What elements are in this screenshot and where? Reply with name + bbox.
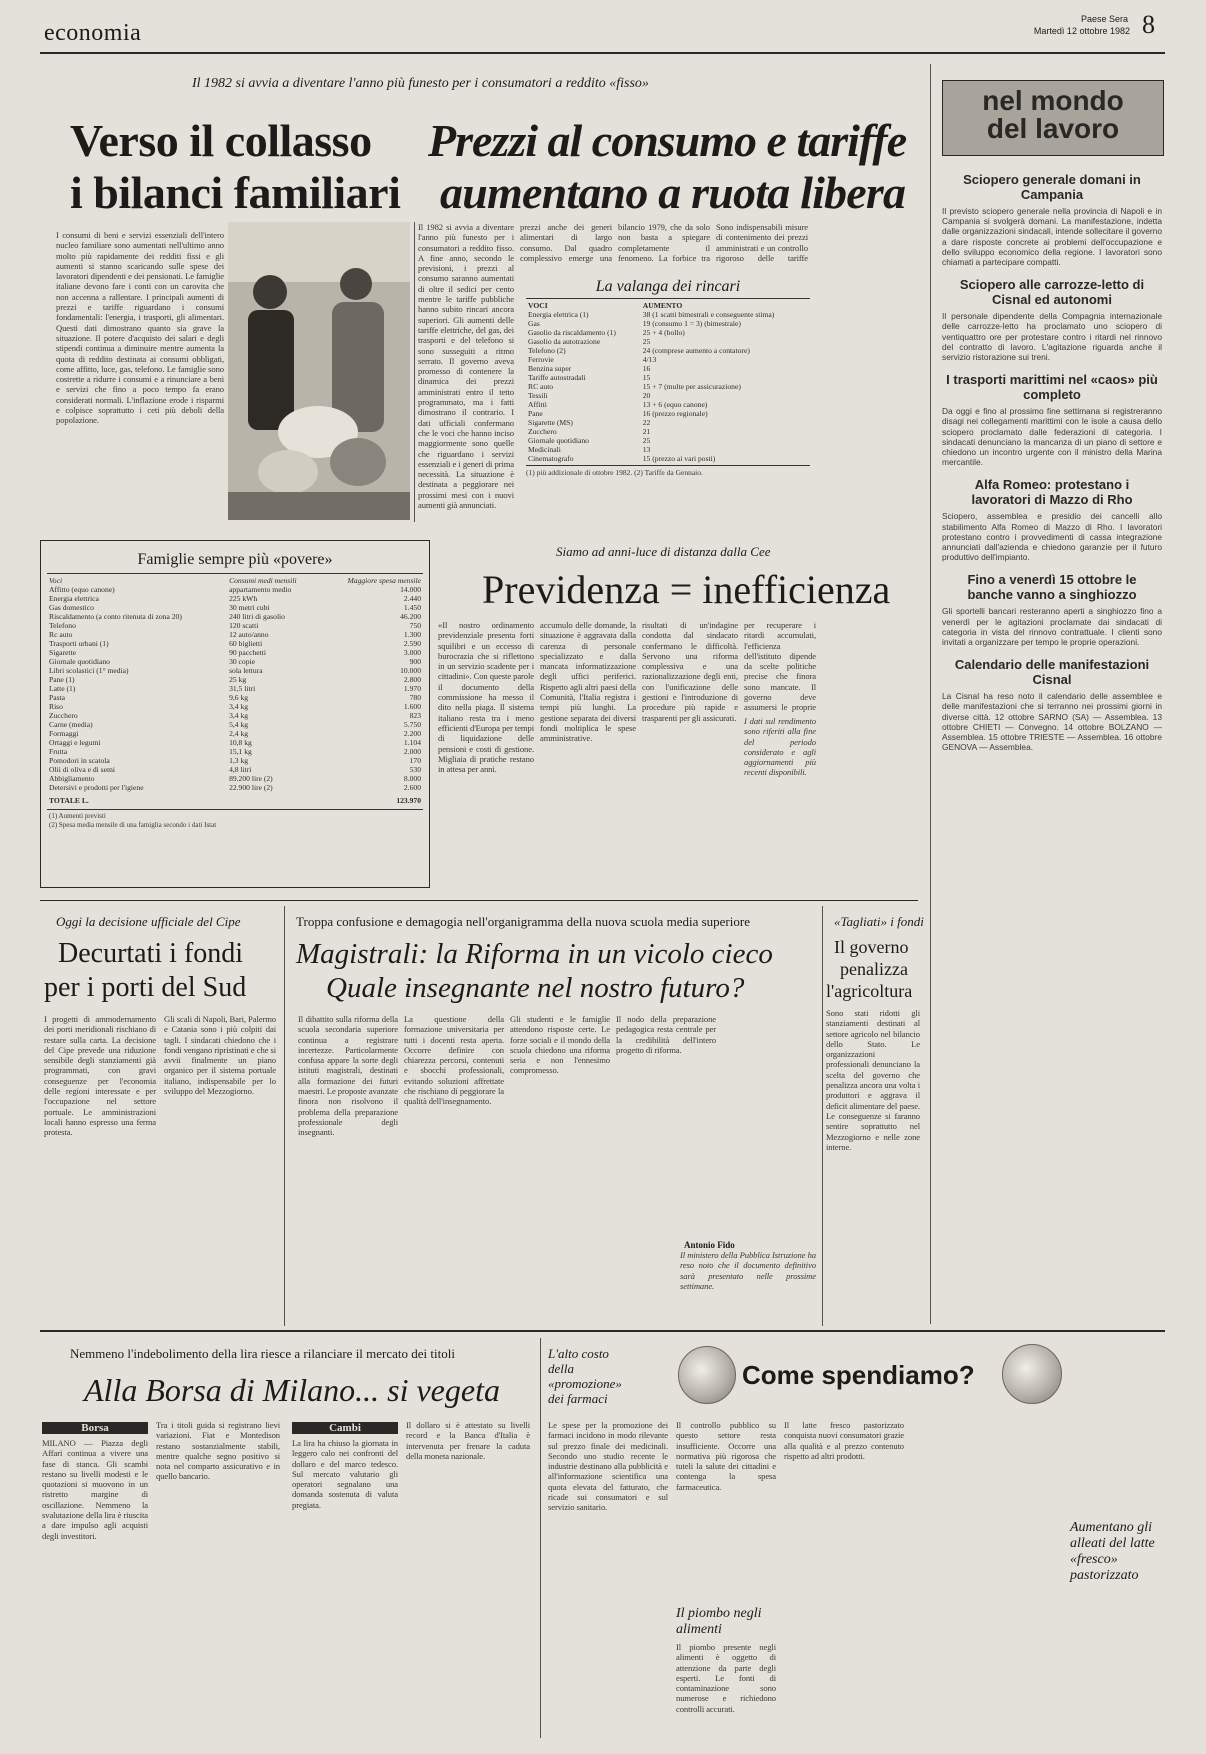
lead-col-2: Il 1982 si avvia a diventare l'anno più funesto per i consumatori a reddito fisso. A fine anno, secondo le previsioni, i prezzi al consumo saranno aumentati di oltre il sedici per cento mentre le tariffe pubbliche hanno subito rincari ancora superiori. Gli aumenti delle tariffe elettriche, del gas, dei trasporti e del telefono si sono susseguiti a ritmo serrato. Il governo aveva promesso di contenere la dinamica dei prezzi amministrati entro il tetto programmato, ma i fatti dimostrano il contrario. I dati ufficiali confermano che le voci che hanno inciso maggiormente sono quelle che riguardano i servizi essenziali e i generi di prima necessità. La situazione è destinata a peggiorare nei prossimi mesi con i nuovi aumenti già annunciati. (418, 222, 514, 511)
famiglie-consumo: 89.200 lire (2) (229, 774, 273, 783)
rincari-aumento: 16 (prezzo regionale) (642, 409, 708, 418)
rincari-aumento: 20 (642, 391, 651, 400)
famiglie-voce: Carne (media) (49, 720, 93, 729)
famiglie-row (41, 729, 429, 738)
famiglie-row (41, 657, 429, 666)
scuola-kicker: Troppa confusione e demagogia nell'organigramma della nuova scuola media superiore (296, 914, 750, 929)
famiglie-col-voci: Voci (49, 576, 63, 585)
lead-col-1: I consumi di beni e servizi essenziali dell'intero nucleo familiare sono aumentati nell'ultimo anno molto più rapidamente dei redditi fissi e gli aumenti si stanno scaricando sulle spese dei lavoratori dipendenti e dei pensionati. Le famiglie italiane devono fare i conti con un carovita che non accenna a rallentare. I principali aumenti di prezzi e tariffe riguardano i consumi fondamentali: l'energia, i trasporti, gli alimentari. Questi dati dimostrano quanto sia grave la situazione. Il potere d'acquisto dei salari e degli stipendi continua a diminuire mentre aumenta la quota di reddito destinata ai consumi obbligati, come affitto, luce, gas, telefono. Le famiglie sono costrette a ridurre i consumi e a rinunciare a beni e servizi che fino a poco tempo fa erano considerati normali. L'inflazione erode i risparmi e colpisce soprattutto i ceti più deboli della popolazione. (56, 230, 224, 426)
famiglie-spesa: 2.600 (403, 783, 421, 792)
sidebar-item-body: Il personale dipendente della Compagnia internazionale delle carrozze-letto ha proclamato uno sciopero di ventiquattro ore per protestare contro i ritardi nel rinnovo del contratto di lavoro. L'agitazione riguarda anche il servizio ristorazione sui treni. (942, 311, 1162, 363)
paper-name: Paese Sera (1080, 14, 1128, 24)
rincari-aumento: 38 (1 scatti bimestrali e conseguente stima) (642, 310, 775, 319)
rincari-row (526, 409, 810, 418)
shopping-photo-illustration (228, 222, 410, 520)
previdenza-note: I dati sul rendimento sono riferiti alla fine del periodo considerato e agli aggiornamenti più recenti disponibili. (744, 716, 816, 778)
famiglie-consumo: appartamento medio (229, 585, 292, 594)
famiglie-spesa: 750 (409, 621, 421, 630)
famiglie-voce: Affitto (equo canone) (49, 585, 115, 594)
lead-col-5: Sono indispensabili misure di contenimento dei prezzi amministrati e un controllo rigoroso delle tariffe (716, 222, 808, 263)
coin-icon-right (1002, 1344, 1062, 1404)
famiglie-spesa: 823 (409, 711, 421, 720)
sidebar-title-1: nel mondo (982, 85, 1124, 116)
famiglie-consumo: 10,8 kg (229, 738, 252, 747)
famiglie-row (41, 756, 429, 765)
rincari-aumento: 15 + 7 (multe per assicurazione) (642, 382, 741, 391)
famiglie-total-value: 123.970 (396, 796, 421, 805)
lead-divider (414, 222, 415, 522)
page-number: 8 (1142, 10, 1155, 39)
sidebar-item-title: Fino a venerdì 15 ottobre le banche vanno a singhiozzo (967, 572, 1137, 603)
famiglie-consumo: 90 pacchetti (229, 648, 266, 657)
famiglie-voce: Abbigliamento (49, 774, 95, 783)
rincari-aumento: 24 (comprese aumento a contatore) (642, 346, 750, 355)
famiglie-table (41, 576, 429, 805)
rincari-aumento: 25 + 4 (bollo) (642, 328, 685, 337)
previdenza-kicker: Siamo ad anni-luce di distanza dalla Cee (556, 544, 771, 559)
famiglie-note-1: (1) Aumenti previsti (49, 812, 106, 820)
agricoltura-body: Sono stati ridotti gli stanziamenti destinati al settore agricolo nel bilancio dello Stato. Le organizzazioni professionali denunciano la scelta del governo che penalizza ancora una volta i produttori e aggrava il deficit alimentare del paese. Le conseguenze si faranno sentire soprattutto nel Mezzogiorno e nelle zone interne. (826, 1008, 920, 1152)
previdenza-col-2: accumulo delle domande, la situazione è aggravata dalla carenza di personale specializzato e dalla mancata informatizzazione degli uffici periferici. Rispetto agli altri paesi della Comunità, l'Italia registra i tempi più lunghi. La gestione separata dei diversi fondi moltiplica le spese amministrative. (540, 620, 636, 744)
sidebar-item-body: Sciopero, assemblea e presidio dei cancelli allo stabilimento Alfa Romeo di Mazzo di Rho. I lavoratori protestano contro i provvedimenti di cassa integrazione annunciati dall'azienda e chiedono garanzie per il futuro produttivo dell'impianto. (942, 511, 1162, 563)
porti-headline-1: Decurtati i fondi (58, 938, 244, 969)
scuola-headline-1: Magistrali: la Riforma in un vicolo cieco (296, 938, 773, 970)
borsa-col-1: MILANO — Piazza degli Affari continua a vivere una fase di stanca. Gli scambi restano su livelli modesti e le quotazioni si muovono in un ristretto margine di oscillazione. Nemmeno la svalutazione della lira è riuscita a dare impulso agli acquisti degli investitori. (42, 1438, 148, 1541)
rincari-aumento: 25 (642, 436, 651, 445)
borsa-divider (540, 1338, 541, 1738)
famiglie-consumo: 31,5 litri (229, 684, 256, 693)
rincari-voce: Pane (528, 409, 543, 418)
famiglie-row (41, 621, 429, 630)
borsa-kicker: Nemmeno l'indebolimento della lira riesce a rilanciare il mercato dei titoli (70, 1346, 455, 1361)
famiglie-voce: Ortaggi e legumi (49, 738, 101, 747)
famiglie-spesa: 1.300 (403, 630, 421, 639)
porti-headline-2: per i porti del Sud (44, 972, 247, 1003)
rincari-row (526, 346, 810, 355)
rincari-voce: Giornale quotidiano (528, 436, 589, 445)
sidebar-item-title: Calendario delle manifestazioni Cisnal (954, 657, 1150, 688)
spendiamo-subhead-3: Aumentano gli alleati del latte «fresco» pastorizzato (1070, 1520, 1155, 1583)
rincari-aumento: 4/13 (642, 355, 657, 364)
rincari-row (526, 310, 810, 319)
agricoltura-kicker: «Tagliati» i fondi (834, 914, 924, 929)
famiglie-consumo: 30 copie (229, 657, 255, 666)
famiglie-voce: Trasporti urbani (1) (49, 639, 109, 648)
famiglie-voce: Latte (1) (49, 684, 76, 693)
scuola-divider (822, 906, 823, 1326)
famiglie-spesa: 780 (409, 693, 421, 702)
mid-rule (40, 900, 918, 901)
agricoltura-headline-2: penalizza (840, 959, 908, 979)
borsa-col-2: Tra i titoli guida si registrano lievi variazioni. Fiat e Montedison restano sostanzialmente stabili, mentre qualche segno positivo si nota nel comparto assicurativo e in quello bancario. (156, 1420, 280, 1482)
famiglie-spesa: 8.000 (403, 774, 421, 783)
famiglie-row (41, 774, 429, 783)
famiglie-row (41, 648, 429, 657)
famiglie-row (41, 783, 429, 792)
rincari-row (526, 328, 810, 337)
borsa-col-4: Il dollaro si è attestato su livelli record e la Banca d'Italia è intervenuta per frenare la caduta della moneta nazionale. (406, 1420, 530, 1461)
rincari-aumento: 15 (642, 373, 651, 382)
rincari-note: (1) più addizionale di ottobre 1982. (2) Tariffe da Gennaio. (526, 468, 703, 477)
lead-col-3: prezzi anche dei generi alimentari di largo consumo. Dal quadro complessivo emerge una (520, 222, 612, 263)
famiglie-row (41, 630, 429, 639)
famiglie-consumo: 22.900 lire (2) (229, 783, 273, 792)
famiglie-row (41, 603, 429, 612)
rincari-row (526, 382, 810, 391)
scuola-author: Antonio Fido (684, 1240, 735, 1250)
rincari-col-voci: VOCI (528, 301, 548, 310)
famiglie-spesa: 5.750 (403, 720, 421, 729)
rincari-row (526, 319, 810, 328)
sidebar-item-body: Da oggi e fino al prossimo fine settimana si registreranno disagi nei collegamenti marittimi con le isole a causa dello sciopero proclamato dalle federazioni di categoria. I sindacati denunciano la mancanza di un piano di settore e chiedono un incontro urgente con il ministro della Marina mercantile. (942, 406, 1162, 468)
famiglie-spesa: 10.000 (400, 666, 421, 675)
famiglie-consumo: 12 auto/anno (229, 630, 269, 639)
lead-headline-right-1: Prezzi al consumo e tariffe (428, 115, 907, 166)
famiglie-spesa: 2.200 (403, 729, 421, 738)
famiglie-row (41, 585, 429, 594)
rincari-table (526, 301, 810, 463)
sidebar-item-body: Il previsto sciopero generale nella provincia di Napoli e in Campania si svolgerà domani. La manifestazione, indetta dalle organizzazioni sindacali, intende sollecitare il governo a dare risposte concrete ai problemi dell'occupazione e dello sviluppo economico della regione. I lavoratori sono chiamati a partecipare compatti. (942, 206, 1162, 268)
rincari-voce: Telefono (2) (528, 346, 566, 355)
famiglie-spesa: 1.104 (403, 738, 421, 747)
famiglie-voce: Libri scolastici (1° media) (49, 666, 129, 675)
sidebar-item-title: Alfa Romeo: protestano i lavoratori di Mazzo di Rho (971, 477, 1133, 508)
famiglie-spesa: 170 (409, 756, 421, 765)
borsa-label: Borsa (42, 1422, 148, 1434)
rincari-row (526, 391, 810, 400)
rincari-row (526, 436, 810, 445)
rincari-voce: Cinematografo (528, 454, 574, 463)
famiglie-voce: Zucchero (49, 711, 78, 720)
lead-headline-right-2: aumentano a ruota libera (440, 167, 906, 218)
lead-photo (228, 222, 410, 520)
spendiamo-kicker: L'alto costo della «promozione» dei farmaci (548, 1346, 622, 1406)
famiglie-row (41, 720, 429, 729)
famiglie-voce: Pasta (49, 693, 66, 702)
porti-kicker: Oggi la decisione ufficiale del Cipe (56, 914, 241, 929)
famiglie-spesa: 2.000 (403, 747, 421, 756)
lead-kicker: Il 1982 si avvia a diventare l'anno più funesto per i consumatori a reddito «fisso» (192, 76, 649, 91)
rincari-voce: Tariffe autostradali (528, 373, 586, 382)
famiglie-consumo: 60 biglietti (229, 639, 263, 648)
famiglie-spesa: 530 (409, 765, 421, 774)
famiglie-consumo: 1,3 kg (229, 756, 249, 765)
lead-headline-left-2: i bilanci familiari (70, 167, 401, 218)
scuola-note: Il ministero della Pubblica Istruzione ha reso noto che il documento definitivo sarà presentato nelle prossime settimane. (680, 1250, 816, 1291)
rincari-row (526, 427, 810, 436)
previdenza-headline: Previdenza = inefficienza (482, 567, 891, 612)
famiglie-row (41, 612, 429, 621)
scuola-col-4: Il nodo della preparazione pedagogica resta centrale per la credibilità dell'intero progetto di riforma. (616, 1014, 716, 1055)
rincari-voce: Zucchero (528, 427, 557, 436)
famiglie-consumo: 9,6 kg (229, 693, 249, 702)
agricoltura-headline-3: l'agricoltura (826, 981, 913, 1001)
rincari-voce: Medicinali (528, 445, 561, 454)
famiglie-consumo: sola lettura (229, 666, 263, 675)
scuola-col-3: Gli studenti e le famiglie attendono risposte certe. Le forze sociali e il mondo della scuola chiedono una riforma seria e non l'ennesimo compromesso. (510, 1014, 610, 1076)
rincari-row (526, 418, 810, 427)
previdenza-col-3: risultati di un'indagine condotta dal sindacato confermano le difficoltà. Servono una riforma complessiva e una razionalizzazione degli enti, con l'unificazione delle gestioni e l'introduzione di procedure più rapide e trasparenti per gli assicurati. (642, 620, 738, 723)
sidebar-title-2: del lavoro (986, 113, 1120, 144)
famiglie-row (41, 765, 429, 774)
famiglie-title: Famiglie sempre più «povere» (137, 551, 333, 568)
famiglie-voce: Frutta (49, 747, 68, 756)
famiglie-consumo: 3,4 kg (229, 711, 249, 720)
section-label: economia (44, 20, 142, 46)
sidebar-item-title: Sciopero generale domani in Campania (963, 172, 1141, 202)
rincari-aumento: 22 (642, 418, 651, 427)
rincari-voce: Tessili (528, 391, 548, 400)
bottom-rule (40, 1330, 1165, 1332)
rincari-row (526, 337, 810, 346)
rincari-aumento: 19 (consumo 1 = 3) (bimestrale) (642, 319, 741, 328)
rincari-row (526, 400, 810, 409)
masthead-rule (40, 52, 1165, 54)
famiglie-voce: Giornale quotidiano (49, 657, 110, 666)
famiglie-voce: Riso (49, 702, 63, 711)
rincari-voce: Sigarette (MS) (528, 418, 573, 427)
porti-col-1: I progetti di ammodernamento dei porti meridionali rischiano di restare sulla carta. La decisione del Cipe prevede una riduzione sensibile degli stanziamenti già programmati, con gravi conseguenze per l'economia delle regioni interessate e per l'occupazione nel settore portuale. Le amministrazioni locali hanno espresso una ferma protesta. (44, 1014, 156, 1138)
famiglie-voce: Pomodori in scatola (49, 756, 110, 765)
rincari-aumento: 16 (642, 364, 651, 373)
famiglie-consumo: 4,8 litri (229, 765, 252, 774)
famiglie-note-2: (2) Spesa media mensile di una famiglia secondo i dati Istat (49, 820, 217, 829)
rincari-voce: Gasolio da riscaldamento (1) (528, 328, 616, 337)
famiglie-spesa: 2.440 (403, 594, 421, 603)
famiglie-consumo: 25 kg (229, 675, 247, 684)
previdenza-col-4: per recuperare i ritardi accumulati, l'efficienza dell'istituto dipende da scelte politiche precise che finora sono mancate. Il governo deve assumersi le proprie (744, 620, 816, 712)
famiglie-consumo: 5,4 kg (229, 720, 249, 729)
famiglie-voce: Energia elettrica (49, 594, 99, 603)
sidebar-item-body: La Cisnal ha reso noto il calendario delle assemblee e delle manifestazioni che si terranno nei prossimi giorni in diverse città. 12 ottobre SARNO (SA) — Assemblea. 13 ottobre CHIETI — Convegno. 14 ottobre BOLZANO — Assemblea. 15 ottobre TRIESTE — Assemblea. 16 ottobre GENOVA — Assemblea. (942, 691, 1162, 753)
page-date: Martedì 12 ottobre 1982 (1033, 26, 1130, 36)
sidebar-item-title: Sciopero alle carrozze-letto di Cisnal ed autonomi (959, 277, 1145, 308)
porti-divider (284, 906, 285, 1326)
famiglie-voce: Olii di oliva e di semi (49, 765, 116, 774)
rincari-voce: Gasolio da autotrazione (528, 337, 601, 346)
famiglie-spesa: 1.450 (403, 603, 421, 612)
famiglie-consumo: 3,4 kg (229, 702, 249, 711)
sidebar-item-body: Gli sportelli bancari resteranno aperti a singhiozzo fino a venerdì per le agitazioni proclamate dai sindacati di categoria in vista del rinnovo contrattuale. I clienti sono invitati a organizzare per tempo le proprie operazioni. (942, 606, 1162, 648)
borsa-headline: Alla Borsa di Milano... si vegeta (84, 1372, 500, 1408)
rincari-voce: Gas (528, 319, 540, 328)
spendiamo-col-3: Il piombo presente negli alimenti è oggetto di attenzione da parte degli esperti. Le fonti di contaminazione sono numerose e richiedono controlli accurati. (676, 1642, 776, 1714)
sidebar-item-title: I trasporti marittimi nel «caos» più completo (946, 372, 1158, 403)
famiglie-row (41, 684, 429, 693)
agricoltura-headline-1: Il governo (834, 937, 909, 957)
famiglie-voce: Riscaldamento (a conto ritenuta di zona 20) (49, 612, 182, 621)
famiglie-spesa: 14.000 (400, 585, 421, 594)
famiglie-voce: Pane (1) (49, 675, 75, 684)
spendiamo-col-1: Le spese per la promozione dei farmaci incidono in modo rilevante sul prezzo finale dei medicinali. Secondo uno studio recente le industrie destinano alla pubblicità e all'informazione scientifica una quota elevata del fatturato, che ricade sui consumatori e sul servizio sanitario. (548, 1420, 668, 1513)
rincari-row (526, 373, 810, 382)
rincari-aumento: 21 (642, 427, 651, 436)
famiglie-voce: Formaggi (49, 729, 79, 738)
famiglie-spesa: 46.200 (400, 612, 421, 621)
famiglie-row (41, 675, 429, 684)
sidebar-title-block (942, 80, 1164, 156)
rincari-box (526, 278, 810, 518)
rincari-row (526, 445, 810, 454)
spendiamo-headline: Come spendiamo? (742, 1360, 975, 1390)
rincari-row (526, 454, 810, 463)
rincari-voce: Energia elettrica (1) (528, 310, 589, 319)
famiglie-spesa: 1.970 (403, 684, 421, 693)
famiglie-row (41, 639, 429, 648)
famiglie-row (41, 594, 429, 603)
famiglie-col-spesa: Maggiore spesa mensile (347, 576, 421, 585)
coin-icon-left (678, 1346, 736, 1404)
famiglie-col-consumi: Consumi medi mensili (229, 576, 297, 585)
famiglie-row (41, 666, 429, 675)
spendiamo-col-4: Il latte fresco pastorizzato conquista nuovi consumatori grazie alla qualità e al prezzo contenuto rispetto ad altri prodotti. (784, 1420, 904, 1461)
rincari-title: La valanga dei rincari (595, 278, 741, 295)
famiglie-voce: Telefono (49, 621, 76, 630)
scuola-headline-2: Quale insegnante nel nostro futuro? (326, 972, 745, 1004)
famiglie-spesa: 2.590 (403, 639, 421, 648)
lead-headline-left-1: Verso il collasso (70, 115, 372, 166)
sidebar-items (942, 162, 1162, 1322)
spendiamo-col-2: Il controllo pubblico su questo settore resta insufficiente. Occorre una normativa più rigorosa che tuteli la salute dei cittadini e contenga la spesa farmaceutica. (676, 1420, 776, 1492)
famiglie-spesa: 900 (409, 657, 421, 666)
famiglie-spesa: 1.600 (403, 702, 421, 711)
cambi-label: Cambi (292, 1422, 398, 1434)
rincari-row (526, 355, 810, 364)
famiglie-voce: Rc auto (49, 630, 73, 639)
scuola-col-1: Il dibattito sulla riforma della scuola secondaria superiore continua a registrare incertezze. Particolarmente confusa appare la sorte degli istituti magistrali, destinati alla formazione dei futuri maestri. Le proposte avanzate finora non risolvono il problema della preparazione professionale degli insegnanti. (298, 1014, 398, 1138)
famiglie-consumo: 2,4 kg (229, 729, 249, 738)
famiglie-consumo: 15,1 kg (229, 747, 252, 756)
rincari-col-aumento: AUMENTO (642, 301, 683, 310)
famiglie-consumo: 225 kWh (229, 594, 258, 603)
famiglie-row (41, 711, 429, 720)
rincari-aumento: 25 (642, 337, 651, 346)
famiglie-spesa: 2.800 (403, 675, 421, 684)
rincari-voce: Ferrovie (528, 355, 554, 364)
famiglie-consumo: 30 metri cubi (229, 603, 270, 612)
rincari-voce: Affitti (528, 400, 547, 409)
rincari-row (526, 364, 810, 373)
rincari-voce: Benzina super (528, 364, 572, 373)
famiglie-voce: Gas domestico (49, 603, 94, 612)
famiglie-row (41, 747, 429, 756)
porti-col-2: Gli scali di Napoli, Bari, Palermo e Catania sono i più colpiti dai tagli. I sindacati chiedono che i fondi vengano ripristinati e che si avvii finalmente un piano organico per il sistema portuale italiano, indispensabile per lo sviluppo del Mezzogiorno. (164, 1014, 276, 1097)
rincari-aumento: 15 (prezzo ai vari posti) (642, 454, 716, 463)
famiglie-consumo: 240 litri di gasolio (229, 612, 285, 621)
famiglie-row (41, 702, 429, 711)
borsa-col-3: La lira ha chiuso la giornata in leggero calo nei confronti del dollaro e del marco tedesco. Sul mercato valutario gli operatori segnalano una domanda sostenuta di valuta pregiata. (292, 1438, 398, 1510)
famiglie-spesa: 3.000 (403, 648, 421, 657)
rincari-voce: RC auto (528, 382, 554, 391)
scuola-col-2: La questione della formazione universitaria per tutti i docenti resta aperta. Occorre definire con chiarezza percorsi, contenuti e sbocchi professionali, evitando soluzioni affrettate che rischiano di peggiorare la qualità dell'insegnamento. (404, 1014, 504, 1107)
rincari-aumento: 13 + 6 (equo canone) (642, 400, 708, 409)
rincari-aumento: 13 (642, 445, 651, 454)
famiglie-voce: Sigarette (49, 648, 76, 657)
famiglie-voce: Detersivi e prodotti per l'igiene (49, 783, 144, 792)
famiglie-row (41, 738, 429, 747)
famiglie-total-label: TOTALE L. (49, 796, 89, 805)
previdenza-col-1: «Il nostro ordinamento previdenziale presenta forti squilibri e un eccesso di burocrazia che si riflettono in un servizio scadente per i cittadini». Con queste parole il documento della commissione ha messo il dito nella piaga. Il sistema italiano resta tra i meno efficienti d'Europa per tempi di liquidazione delle pensioni e costi di gestione. Migliaia di pratiche restano in attesa per anni. (438, 620, 534, 775)
famiglie-row (41, 693, 429, 702)
spendiamo-subhead-2: Il piombo negli alimenti (676, 1606, 762, 1637)
famiglie-consumo: 120 scatti (229, 621, 259, 630)
famiglie-box (40, 540, 430, 888)
lead-col-4: bilancio 1979, che da solo non basta a spiegare completamente il fenomeno. La forbice tra (618, 222, 710, 263)
